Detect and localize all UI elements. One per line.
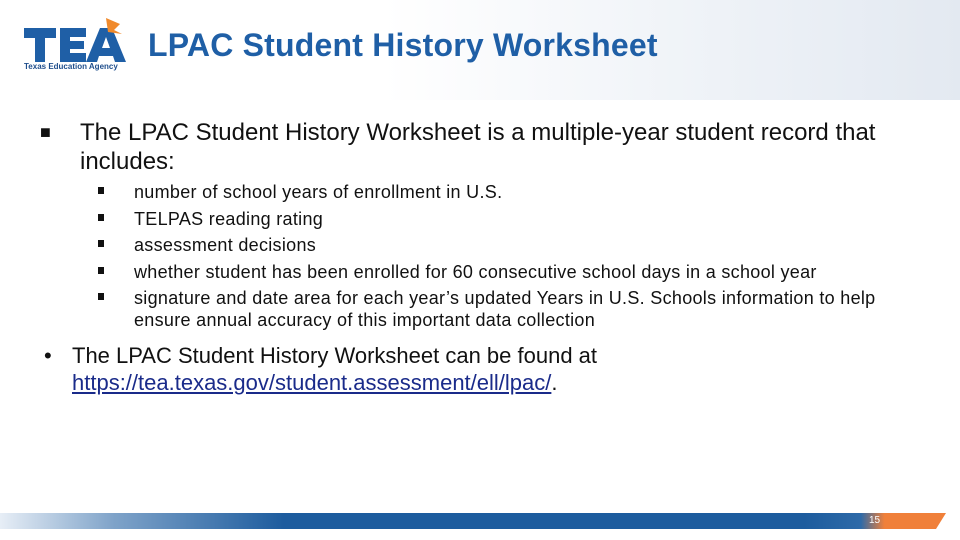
logo-letter-t (24, 28, 56, 62)
list-item (96, 208, 906, 230)
main-bullet (40, 118, 900, 176)
list-item-text: assessment decisions (134, 235, 317, 255)
list-item-text: number of school years of enrollment in U.S. (134, 182, 503, 202)
link-bullet-lead: The LPAC Student History Worksheet can be found at (72, 343, 598, 368)
footer-bar (0, 513, 946, 529)
page-title: LPAC Student History Worksheet (148, 27, 658, 63)
list-item (96, 234, 906, 256)
square-bullet-icon (98, 187, 104, 194)
list-item (96, 287, 906, 331)
list-item (96, 181, 906, 203)
square-bullet-icon (98, 240, 104, 247)
slide-header (0, 0, 960, 100)
square-bullet-icon: ■ (40, 122, 51, 142)
link-bullet (44, 342, 904, 396)
square-bullet-icon (98, 293, 104, 300)
logo-star-icon (106, 18, 122, 34)
list-item (96, 261, 906, 283)
page-number: 15 (869, 515, 881, 526)
sub-bullet-list (96, 181, 906, 336)
lpac-worksheet-link[interactable]: https://tea.texas.gov/student.assessment/ell/lpac/ (72, 370, 552, 395)
list-item-text: signature and date area for each year’s updated Years in U.S. Schools information to help ensure annual accuracy of this important data collection (134, 288, 876, 330)
list-item-text: TELPAS reading rating (134, 208, 324, 229)
square-bullet-icon (98, 214, 104, 221)
link-bullet-text (72, 342, 904, 396)
round-bullet-icon: • (44, 343, 52, 368)
link-bullet-trail: . (551, 370, 558, 395)
list-item-text: whether student has been enrolled for 60 consecutive school days in a school year (134, 261, 817, 282)
logo-letter-e (60, 28, 86, 62)
logo-tagline: Texas Education Agency (24, 62, 118, 71)
square-bullet-icon (98, 267, 104, 274)
main-bullet-text: The LPAC Student History Worksheet is a multiple-year student record that includes: (80, 119, 876, 175)
